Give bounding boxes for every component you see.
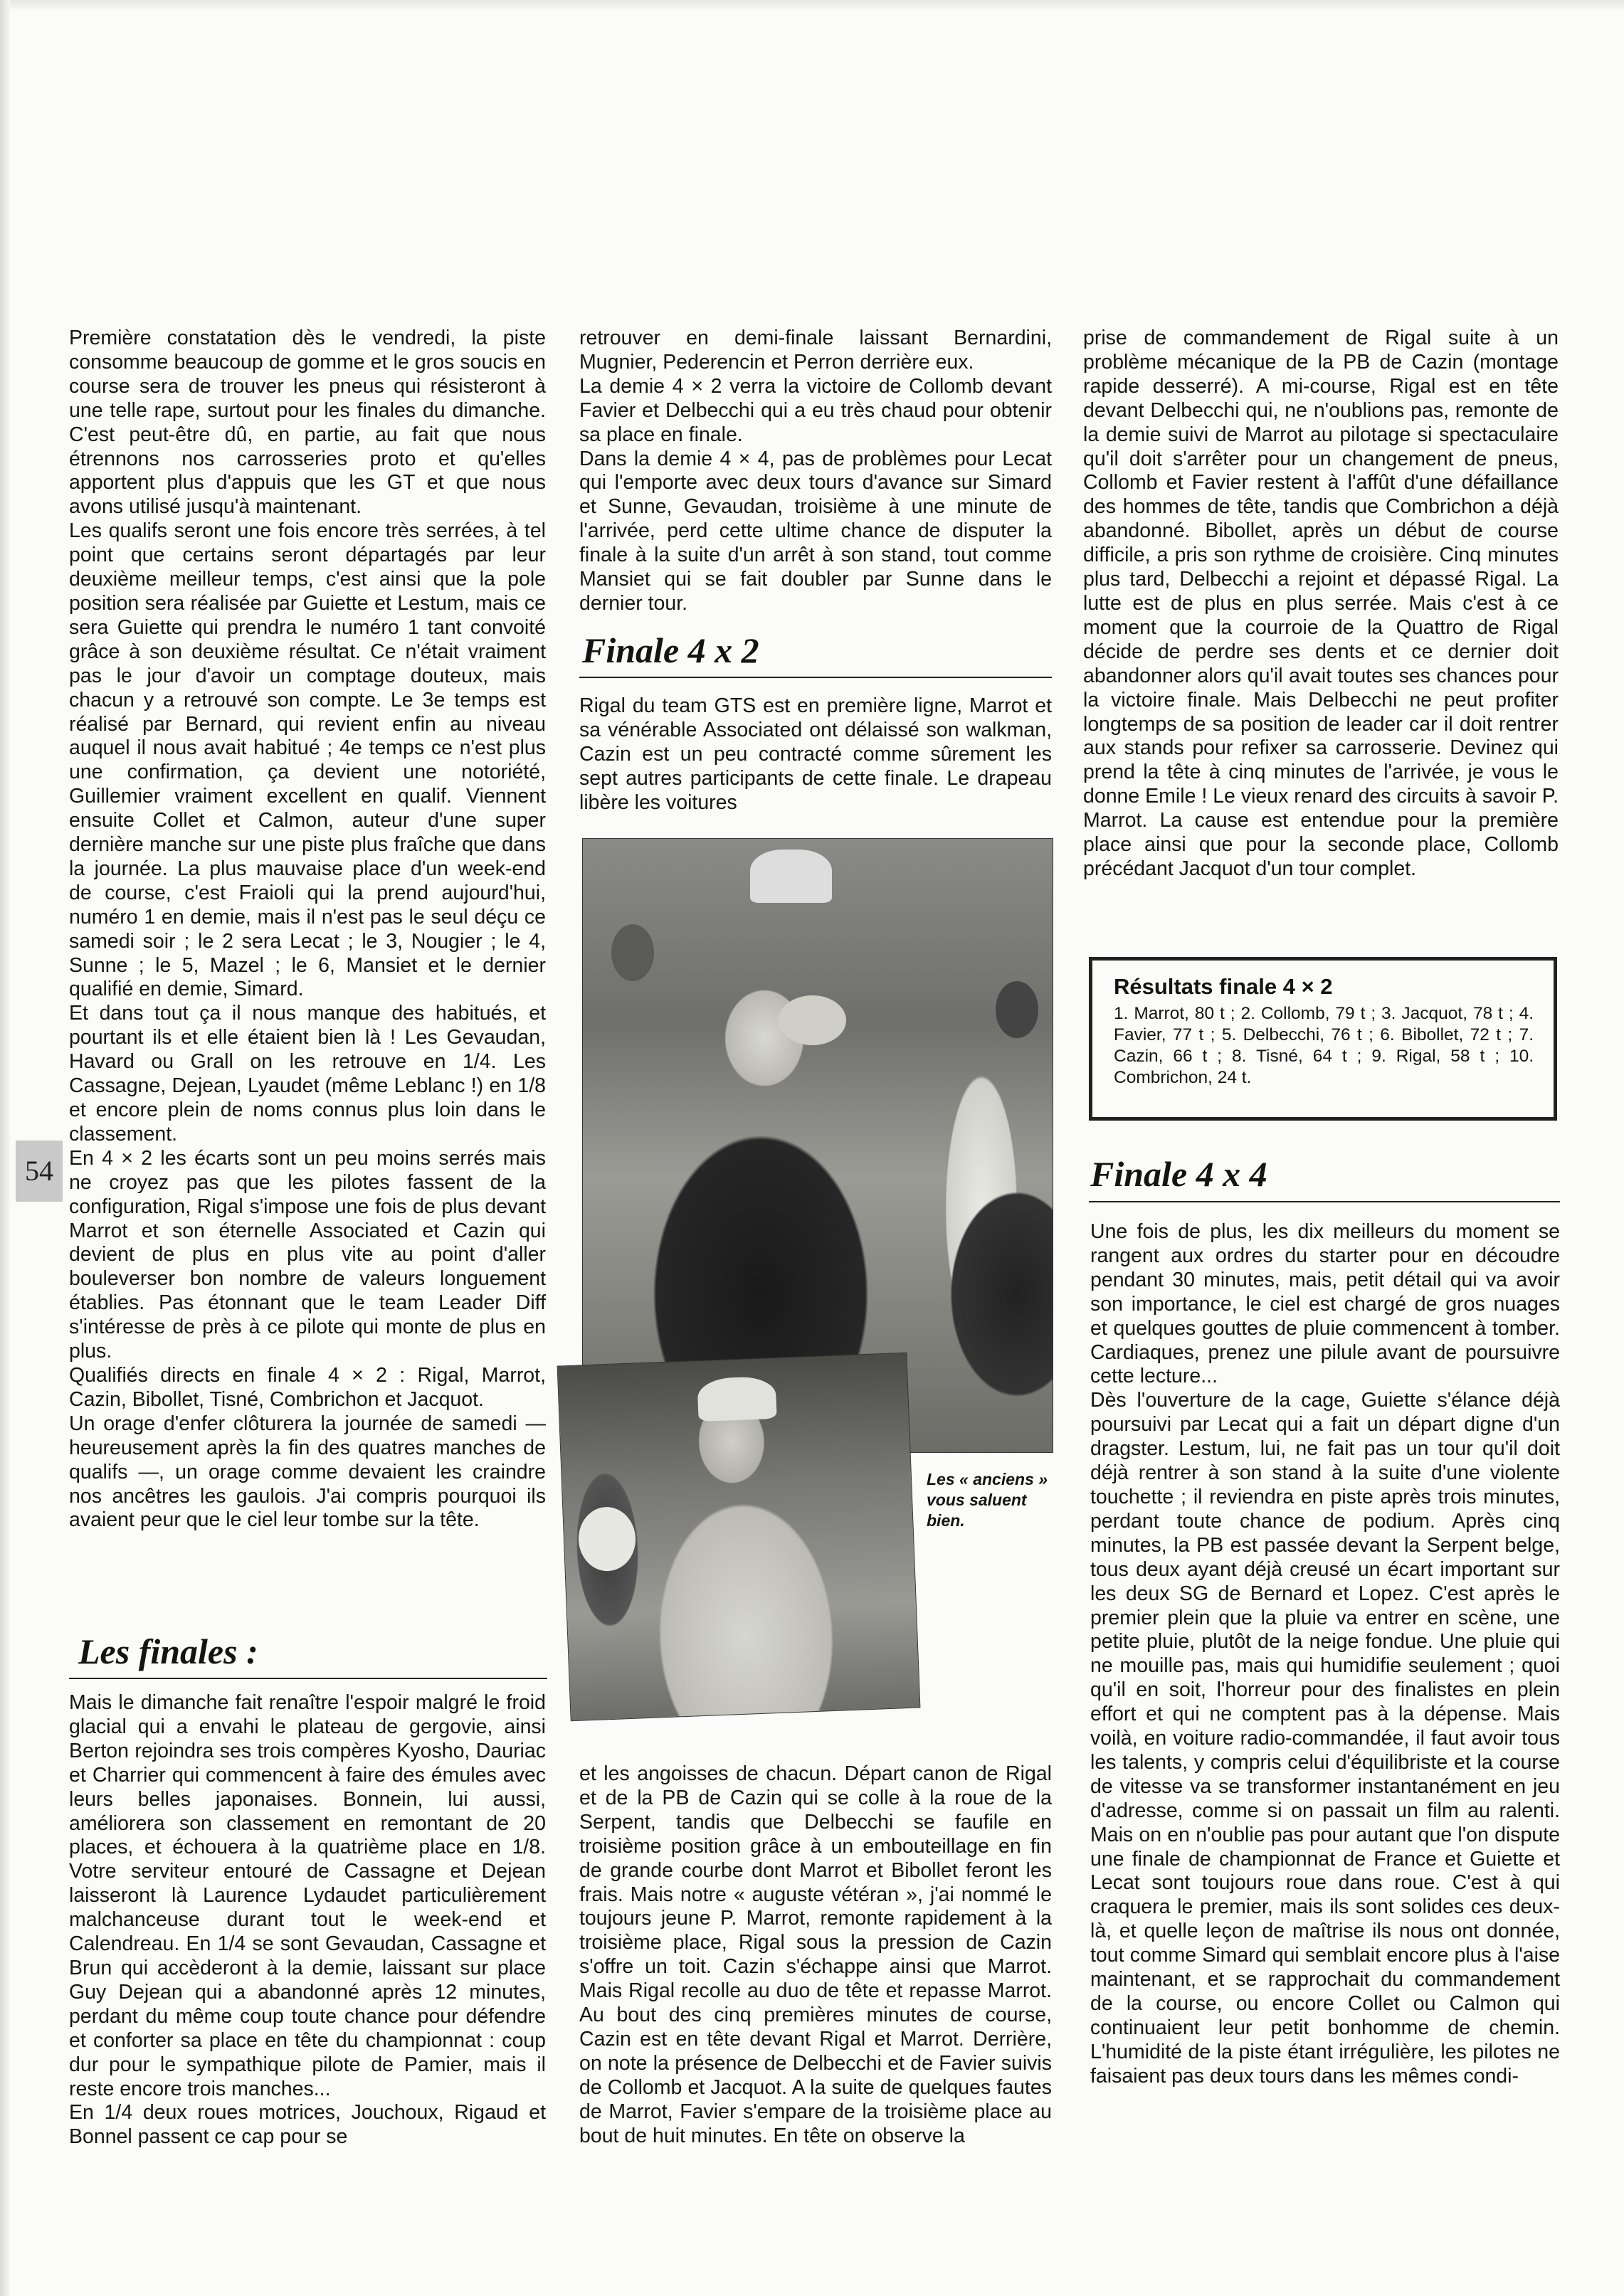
paragraph: Première constatation dès le vendredi, la piste consomme beaucoup de gomme et le gros soucis en course sera de trouver les pneus qui résisteront à une telle rape, surtout pour les finales du dimanche. C'est peut-être dû, en partie, au fait que nous étrennons nos carrosseries proto et qu'elles apportent plus d'appuis que les GT et que nous avons utilisé jusqu'à maintenant.	[69, 327, 546, 519]
results-body: 1. Marrot, 80 t ; 2. Collomb, 79 t ; 3. Jacquot, 78 t ; 4. Favier, 77 t ; 5. Delbecchi, 76 t ; 6. Bibollet, 72 t ; 7. Cazin, 66 t ; 8. Tisné, 64 t ; 9. Rigal, 58 t ; 10. Combrichon, 24 t.	[1114, 1004, 1534, 1087]
paragraph: Dans la demie 4 × 4, pas de problèmes pour Lecat qui l'emporte avec deux tours d'avance sur Simard et Sunne, Gevaudan, troisième à une minute de l'arrivée, perd cette ultime chance de disputer la finale à la suite d'un arrêt à son stand, tout comme Mansiet qui se fait doubler par Sunne dans le dernier tour.	[579, 447, 1052, 615]
paragraph: retrouver en demi-finale laissant Bernardini, Mugnier, Pederencin et Perron derrière eux.	[579, 327, 1052, 374]
paragraph: Et dans tout ça il nous manque des habitués, et pourtant ils et elle étaient bien là ! Les Gevaudan, Havard ou Grall on les retrouve en 1/4. Les Cassagne, Dejean, Lyaudet (même Leblanc !) en 1/8 et encore plein de noms connus plus loin dans le classement.	[69, 1002, 546, 1146]
paragraph: Une fois de plus, les dix meilleurs du moment se rangent aux ordres du starter pour en découdre pendant 30 minutes, mais, petit détail qui va avoir son importance, le ciel est chargé de gros nuages et quelques gouttes de pluie commencent à tomber. Cardiaques, prenez une pilule avant de poursuivre cette lecture...	[1090, 1220, 1560, 1388]
paragraph: Dès l'ouverture de la cage, Guiette s'élance déjà poursuivi par Lecat qui a fait un départ digne d'un dragster. Lestum, lui, ne fait pas un tour qu'il doit déjà rentrer à son stand à la suite d'une violente touchette ; il reviendra en piste après trois minutes, perdant toute chance de podium. Après cinq minutes, la PB est passée devant la Serpent belge, tous deux ayant déjà creusé un écart important sur les deux SG de Bernard et Lopez. C'est après le premier plein que la pluie va entrer en scène, une petite pluie, plutôt de la neige fondue. Une pluie qui ne mouille pas, mais qui humidifie seulement ; quoi qu'il en soit, l'horreur pour des finalistes en plein effort et qui ne comptent pas à la dépense. Mais voilà, en voiture radio-commandée, il faut avoir tous les talents, y compris celui d'équilibriste et la course de vitesse va se transformer instantanément en jeu d'adresse, comme si on passait un film au ralenti. Mais on en n'oublie pas pour autant que l'on dispute une finale de championnat de France et Guiette et Lecat sont toujours roue dans roue. C'est à qui craquera le premier, mais ils sont solides ces deux-là, et quelle leçon de maîtrise ils nous ont donnée, tout comme Simard qui semblait encore plus à l'aise maintenant, et se rapprochait du commandement de la course, ou encore Collet ou Calmon qui continuaient leur petit bonhomme de chemin. L'humidité de la piste étant irrégulière, les pilotes ne faisaient pas deux tours dans les mêmes condi-	[1090, 1389, 1560, 2088]
paragraph: En 4 × 2 les écarts sont un peu moins serrés mais ne croyez pas que les pilotes fassent de la configuration, Rigal s'impose une fois de plus devant Marrot et son éternelle Associated et Cazin qui devient de plus en plus vite au point d'aller bouleverser bon nombre de valeurs longuement établies. Pas étonnant que le team Leader Diff s'intéresse de près à ce pilote qui monte de plus en plus.	[69, 1146, 546, 1363]
paragraph: Un orage d'enfer clôturera la journée de samedi — heureusement après la fin des quatres manches de qualifs —, un orage comme devaient les craindre nos ancêtres les gaulois. J'ai compris pourquoi ils avaient peur que le ciel leur tombe sur la tête.	[69, 1412, 546, 1532]
photo-veterans-waving	[557, 1353, 921, 1722]
page-binding-edge	[0, 0, 10, 2296]
paragraph: prise de commandement de Rigal suite à un problème mécanique de la PB de Cazin (montage rapide desserré). A mi-course, Rigal est en tête devant Delbecchi qui, ne n'oublions pas, remonte de la demie suivi de Marrot au pilotage si spectaculaire qu'il doit s'arrêter pour un changement de pneus, Collomb et Favier restent à l'affût d'une défaillance des hommes de tête, tandis que Combrichon a déjà abandonné. Bibollet, après un début de course difficile, a pris son rythme de croisière. Cinq minutes plus tard, Delbecchi a rejoint et dépassé Rigal. La lutte est de plus en plus serrée. Mais c'est à ce moment que la courroie de la Quattro de Rigal décide de perdre ses dents et ce dernier doit abandonner alors qu'il avait toutes ses chances pour la victoire finale. Mais Delbecchi ne peut profiter longtemps de sa position de leader car il doit rentrer aux stands pour refixer sa carrosserie. Devinez qui prend la tête à cinq minutes de l'arrivée, je vous le donne Emile ! Le vieux renard des circuits à savoir P. Marrot. La cause est entendue pour la première place ainsi que pour la seconde place, Collomb précédant Jacquot d'un tour complet.	[1083, 327, 1559, 880]
heading-rule	[1089, 1201, 1560, 1202]
paragraph: En 1/4 deux roues motrices, Jouchoux, Rigaud et Bonnel passent ce cap pour se	[69, 2101, 546, 2149]
paragraph: et les angoisses de chacun. Départ canon de Rigal et de la PB de Cazin qui se colle à la roue de la Serpent, tandis que Delbecchi se faufile en troisième position grâce à un embouteillage en fin de grande courbe dont Marrot et Bibollet feront les frais. Mais notre « auguste vétéran », j'ai nommé le toujours jeune P. Marrot, remonte rapidement à la troisième place, Rigal sous la pression de Cazin s'offre un toit. Cazin s'échappe ainsi que Marrot. Mais Rigal recolle au duo de tête et repasse Marrot. Au bout des cinq premières minutes de course, Cazin est en tête devant Rigal et Marrot. Derrière, on note la présence de Delbecchi et de Favier suivis de Collomb et Jacquot. A la suite de quelques fautes de Marrot, Favier s'empare de la troisième place au bout de huit minutes. En tête on observe la	[579, 1762, 1052, 2147]
bystander-shape	[611, 924, 654, 981]
heading-les-finales: Les finales :	[78, 1631, 258, 1671]
column-left	[69, 327, 546, 1533]
results-box	[1089, 957, 1557, 1121]
trophy-shape	[577, 1506, 636, 1572]
heading-rule	[579, 677, 1052, 678]
column-middle-continued	[579, 1762, 1052, 2149]
page-number: 54	[16, 1141, 63, 1202]
heading-finale-4x2: Finale 4 x 2	[582, 630, 759, 670]
column-middle	[579, 327, 1052, 616]
paragraph: Les qualifs seront une fois encore très serrées, à tel point que certains seront départagés par leur deuxième meilleur temps, c'est ainsi que la pole position sera réalisée par Guiette et Lestum, mais ce sera Guiette qui prendra le numéro 1 tant convoité grâce à son deuxième résultat. Ce n'était vraiment pas le jour d'avoir un comptage douteux, mais chacun y a retrouvé son compte. Le 3e temps est réalisé par Bernard, qui revient enfin au niveau auquel il nous avait habitué ; 4e temps ce n'est plus une confirmation, ça devient une notoriété, Guillemier vraiment excellent en qualif. Viennent ensuite Collet et Calmon, auteur d'une super dernière manche sur une piste plus fraîche que dans la journée. La plus mauvaise place d'un week-end de course, c'est Fraioli qui la prend aujourd'hui, numéro 1 en demie, mais il n'est pas le seul déçu ce samedi soir ; le 2 sera Lecat ; le 3, Nougier ; le 4, Sunne ; le 5, Mazel ; le 6, Mansiet et le dernier qualifié en demie, Simard.	[69, 519, 546, 1001]
trophy-shape	[779, 995, 846, 1045]
column-right	[1083, 327, 1559, 882]
bystander-shape	[996, 981, 1038, 1038]
results-title: Résultats finale 4 × 2	[1114, 974, 1333, 999]
heading-finale-4x4: Finale 4 x 4	[1090, 1154, 1267, 1194]
paragraph: Mais le dimanche fait renaître l'espoir malgré le froid glacial qui a envahi le plateau de gergovie, ainsi Berton rejoindra ses trois compères Kyosho, Dauriac et Charrier qui commencent à faire des émules avec leurs belles japonaises. Bonnein, lui aussi, améliorera son classement en remontant de 20 places, et échouera à la quatrième place en 1/8. Votre serviteur entouré de Cassagne et Dejean laisseront là Laurence Lydaudet particulièrement malchanceuse durant tout le week-end et Calendreau. En 1/4 se sont Gevaudan, Cassagne et Brun qui accèderont à la demie, laissant sur place Guy Dejean qui a abandonné après 12 minutes, perdant du même coup toute chance pour défendre et conforter sa place en tête du championnat : coup dur pour le sympathique pilote de Pamier, mais il reste encore trois manches...	[69, 1691, 546, 2100]
cap-shape	[697, 1376, 776, 1422]
paragraph: Qualifiés directs en finale 4 × 2 : Rigal, Marrot, Cazin, Bibollet, Tisné, Combrichon et Jacquot.	[69, 1363, 546, 1411]
column-right-continued	[1090, 1220, 1560, 2089]
heading-rule	[69, 1678, 547, 1679]
column-middle-finale-intro	[579, 694, 1052, 815]
photo-caption: Les « anciens » vous saluent bien.	[927, 1470, 1048, 1530]
paragraph: La demie 4 × 2 verra la victoire de Collomb devant Favier et Delbecchi qui a eu très chaud pour obtenir sa place en finale.	[579, 374, 1052, 446]
cap-shape	[750, 850, 832, 903]
page-top-shadow	[0, 0, 1624, 11]
column-left-continued	[69, 1691, 546, 2149]
paragraph: Rigal du team GTS est en première ligne, Marrot et sa vénérable Associated ont délaissé son walkman, Cazin est un peu contracté comme sûrement les sept autres participants de cette finale. Le drapeau libère les voitures	[579, 694, 1052, 814]
